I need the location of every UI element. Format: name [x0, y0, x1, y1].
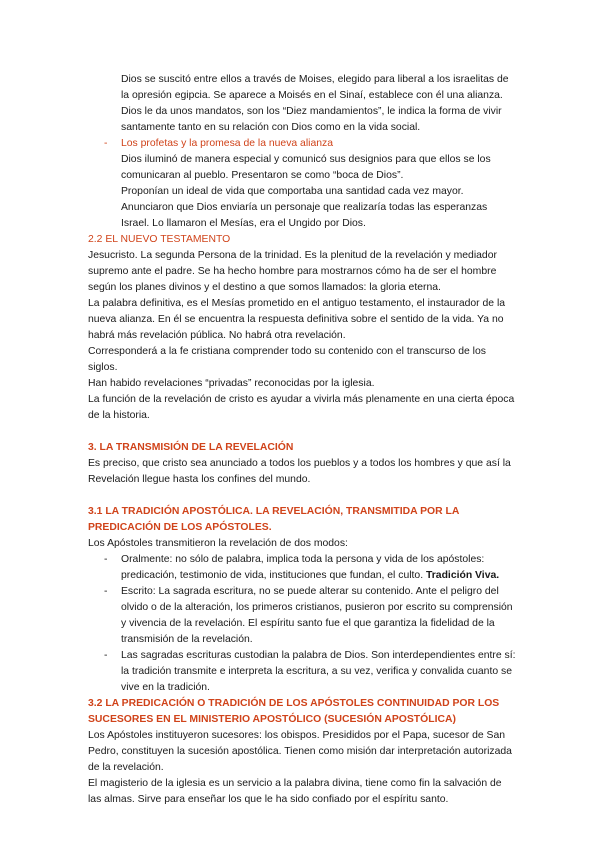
dash-marker: -	[104, 586, 108, 597]
prophets-heading-text: Los profetas y la promesa de la nueva alianza	[121, 138, 333, 149]
section-heading-2-2: 2.2 EL NUEVO TESTAMENTO	[88, 234, 231, 245]
spacer	[88, 488, 516, 504]
prophets-heading	[88, 136, 516, 152]
section-heading-3: 3. LA TRANSMISIÓN DE LA REVELACIÓN	[88, 442, 294, 453]
prophets-line: Anunciaron que Dios enviaría un personaje que realizaría todas las esperanzas Israel. Lo llamaron el Mesías, era el Ungido por Dios.	[121, 202, 488, 229]
dash-marker: -	[104, 138, 108, 149]
bullet-item-oral	[88, 552, 516, 584]
bullet-item-written	[88, 584, 516, 648]
spacer	[88, 424, 516, 440]
transmission-paragraph: Es preciso, que cristo sea anunciado a todos los pueblos y a todos los hombres y que así la Revelación llegue hasta los confines del mundo.	[88, 458, 511, 485]
succession-paragraph: El magisterio de la iglesia es un servicio a la palabra divina, tiene como fin la salvación de las almas. Sirve para enseñar los que le ha sido confiado por el espíritu santo.	[88, 778, 502, 805]
nt-paragraph: Han habido revelaciones “privadas” reconocidas por la iglesia.	[88, 378, 375, 389]
dash-marker: -	[104, 554, 108, 565]
nt-paragraph: Corresponderá a la fe cristiana comprender todo su contenido con el transcurso de los siglos.	[88, 346, 486, 373]
prophets-line: Proponían un ideal de vida que comportaba una santidad cada vez mayor.	[121, 186, 464, 197]
nt-paragraph: La función de la revelación de cristo es ayudar a vivirla más plenamente en una cierta época de la historia.	[88, 394, 515, 421]
dash-marker: -	[104, 650, 108, 661]
bullet-text: Las sagradas escrituras custodian la palabra de Dios. Son interdependientes entre sí: la tradición transmite e interpreta la escritura, a su vez, verifica y convalida cuanto se vive en la tradición.	[121, 650, 516, 693]
document-body	[88, 72, 516, 808]
tradition-intro: Los Apóstoles transmitieron la revelación de dos modos:	[88, 538, 348, 549]
nt-paragraph: La palabra definitiva, es el Mesías prometido en el antiguo testamento, el instaurador de la nueva alianza. En él se encuentra la respuesta definitiva sobre el sentido de la vida. Ya no habrá más revelación pública. No habrá otra revelación.	[88, 298, 506, 341]
prophets-line: Dios iluminó de manera especial y comunicó sus designios para que ellos se los comunicaran al pueblo. Presentaron se como “boca de Dios”.	[121, 154, 491, 181]
section-heading-3-1: 3.1 LA TRADICIÓN APOSTÓLICA. LA REVELACIÓN, TRANSMITIDA POR LA PREDICACIÓN DE LOS APÓSTOLES.	[88, 506, 459, 533]
bullet-bold-text: Tradición Viva.	[425, 570, 500, 581]
bullet-text: Escrito: La sagrada escritura, no se puede alterar su contenido. Ante el peligro del olvido o de la alteración, los primeros cristianos, pusieron por escrito su comprensión y vivencia de la revelación. El espíritu santo fue el que garantiza la fidelidad de la transmisión de la revelación.	[121, 586, 513, 645]
section-heading-3-2: 3.2 LA PREDICACIÓN O TRADICIÓN DE LOS APÓSTOLES CONTINUIDAD POR LOS SUCESORES EN EL MINISTERIO APOSTÓLICO (SUCESIÓN APOSTÓLICA)	[88, 698, 500, 725]
nt-paragraph: Jesucristo. La segunda Persona de la trinidad. Es la plenitud de la revelación y mediador supremo ante el padre. Se ha hecho hombre para mostrarnos cómo ha de ser el hombre según los planes divinos y el destino a que somos llamados: la gloria eterna.	[88, 250, 497, 293]
bullet-item-scriptures	[88, 648, 516, 696]
moses-paragraph: Dios se suscitó entre ellos a través de Moises, elegido para liberal a los israelitas de la opresión egipcia. Se aparece a Moisés en el Sinaí, establece con él una alianza. Dios le da unos mandatos, son los “Diez mandamientos”, le indica la forma de vivir santamente tanto en su relación con Dios como en la vida social.	[121, 74, 509, 133]
succession-paragraph: Los Apóstoles instituyeron sucesores: los obispos. Presididos por el Papa, sucesor de San Pedro, constituyen la sucesión apostólica. Tienen como misión dar interpretación autorizada de la revelación.	[88, 730, 512, 773]
bullet-text: Oralmente: no sólo de palabra, implica toda la persona y vida de los apóstoles: predicación, testimonio de vida, instituciones que fundan, el culto.	[121, 554, 485, 581]
